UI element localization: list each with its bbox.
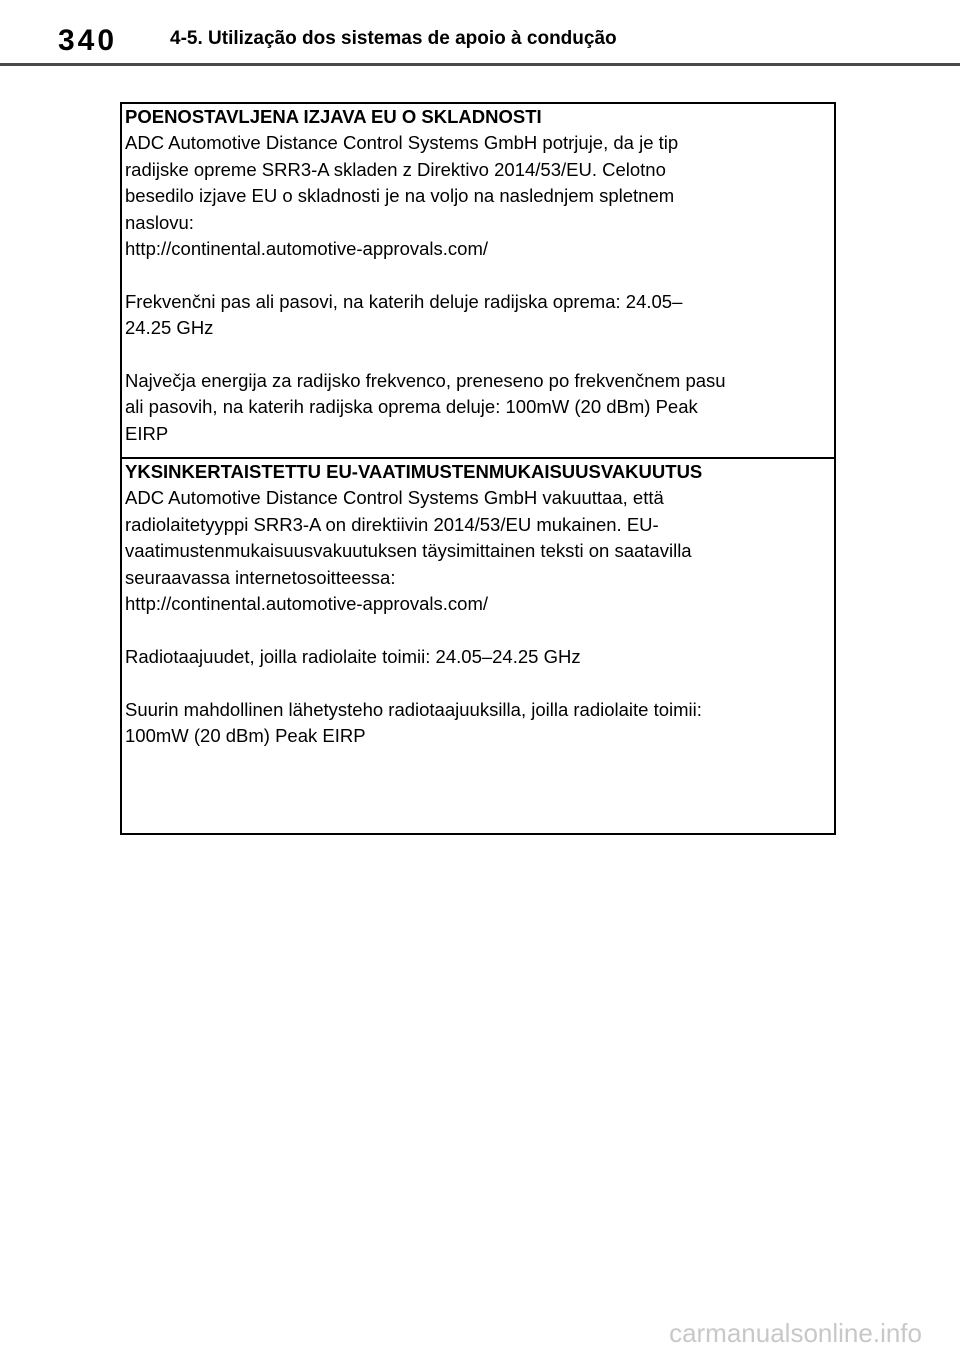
text-line: Največja energija za radijsko frekvenco, preneseno po frekvenčnem pasu (125, 370, 726, 392)
slovenian-frequency-band (125, 289, 834, 342)
text-line: Suurin mahdollinen lähetysteho radiotaajuuksilla, joilla radiolaite toimii: (125, 698, 702, 720)
text-line: radiolaitetyyppi SRR3-A on direktiivin 2014/53/EU mukainen. EU- (125, 513, 659, 535)
text-line: naslovu: (125, 211, 194, 233)
header-rule (0, 63, 960, 66)
text-line: EIRP (125, 422, 169, 444)
finnish-max-power (125, 697, 834, 750)
finnish-heading: YKSINKERTAISTETTU EU-VAATIMUSTENMUKAISUUSVAKUUTUS (125, 461, 703, 482)
text-line: 24.25 GHz (125, 317, 214, 339)
text-line: seuraavassa internetosoitteessa: (125, 566, 396, 588)
text-line: ADC Automotive Distance Control Systems GmbH potrjuje, da je tip (125, 132, 679, 154)
slovenian-url: http://continental.automotive-approvals.com/ (125, 238, 488, 260)
finnish-intro (125, 485, 834, 591)
text-line: Radiotaajuudet, joilla radiolaite toimii: 24.05–24.25 GHz (125, 645, 581, 667)
slovenian-declaration (122, 104, 834, 458)
site-watermark: carmanualsonline.info (669, 1318, 922, 1348)
finnish-frequency-band (125, 644, 834, 670)
text-line: radijske opreme SRR3-A skladen z Direktivo 2014/53/EU. Celotno (125, 158, 666, 180)
text-line: ali pasovih, na katerih radijska oprema deluje: 100mW (20 dBm) Peak (125, 396, 698, 418)
page-number: 340 (58, 24, 118, 57)
text-line: vaatimustenmukaisuusvakuutuksen täysimittainen teksti on saatavilla (125, 540, 692, 562)
paragraph-gap (125, 342, 834, 368)
finnish-declaration (122, 459, 834, 835)
paragraph-gap (125, 617, 834, 643)
text-line: besedilo izjave EU o skladnosti je na voljo na naslednjem spletnem (125, 185, 675, 207)
slovenian-intro (125, 130, 834, 236)
declaration-box (120, 102, 836, 835)
paragraph-gap (125, 262, 834, 288)
slovenian-heading: POENOSTAVLJENA IZJAVA EU O SKLADNOSTI (125, 106, 542, 127)
page-header (0, 0, 960, 64)
text-line: Frekvenčni pas ali pasovi, na katerih deluje radijska oprema: 24.05– (125, 290, 683, 312)
finnish-url: http://continental.automotive-approvals.com/ (125, 593, 488, 615)
paragraph-gap (125, 670, 834, 696)
text-line: ADC Automotive Distance Control Systems GmbH vakuuttaa, että (125, 487, 664, 509)
chapter-title: 4-5. Utilização dos sistemas de apoio à condução (170, 28, 617, 49)
slovenian-max-power (125, 368, 834, 447)
text-line: 100mW (20 dBm) Peak EIRP (125, 725, 366, 747)
